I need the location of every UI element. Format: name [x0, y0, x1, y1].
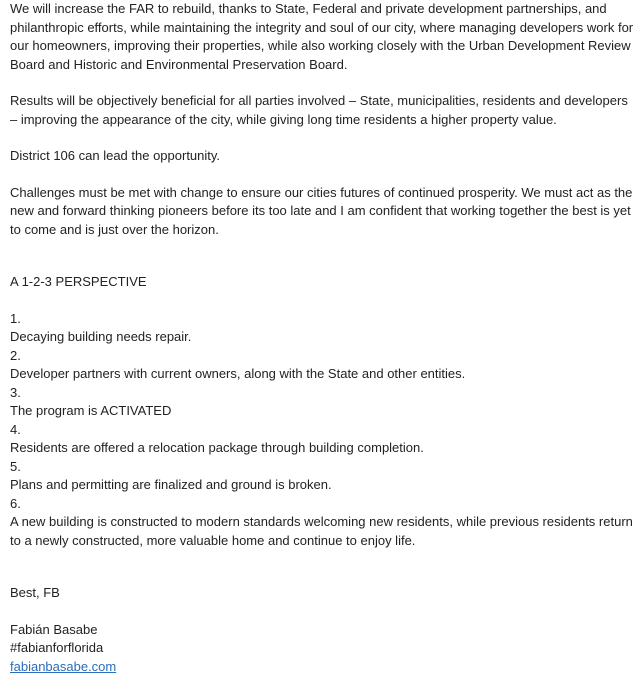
perspective-step-1: [10, 310, 636, 347]
paragraph-results: Results will be objectively beneficial for all parties involved – State, municipalities, residents and developers – improving the appearance of the city, while giving long time residents a higher property value.: [10, 93, 628, 127]
signature-hashtag: #fabianforflorida: [10, 640, 104, 655]
paragraph-far: We will increase the FAR to rebuild, thanks to State, Federal and private development partnerships, and philanthropic efforts, while maintaining the integrity and soul of our city, where managing developers work for our homeowners, improving their properties, while also working closely with the Urban Development Review Board and Historic and Environmental Preservation Board.: [10, 1, 634, 72]
step-text: The program is ACTIVATED: [10, 403, 172, 418]
step-text: Developer partners with current owners, along with the State and other entities.: [10, 366, 466, 381]
perspective-heading: A 1-2-3 PERSPECTIVE: [10, 274, 147, 289]
step-number: 5.: [10, 458, 21, 474]
perspective-step-6: [10, 495, 636, 551]
paragraph-challenges: Challenges must be met with change to ensure our cities futures of continued prosperity. We must act as the new and forward thinking pioneers before its too late and I am confident that working together the best is yet to come and is just over the horizon.: [10, 184, 633, 237]
paragraph-district: District 106 can lead the opportunity.: [10, 148, 221, 163]
step-text: Plans and permitting are finalized and ground is broken.: [10, 477, 332, 492]
step-number: 4.: [10, 421, 21, 437]
step-number: 6.: [10, 495, 21, 511]
perspective-step-5: [10, 458, 636, 495]
perspective-step-4: [10, 421, 636, 458]
website-link[interactable]: fabianbasabe.com: [10, 658, 117, 674]
step-text: A new building is constructed to modern standards welcoming new residents, while previous residents return to a newly constructed, more valuable home and continue to enjoy life.: [10, 514, 633, 548]
step-number: 1.: [10, 310, 21, 326]
signature-name: Fabián Basabe: [10, 621, 98, 637]
step-number: 3.: [10, 384, 21, 400]
email-body: [10, 0, 636, 676]
perspective-step-3: [10, 384, 636, 421]
step-number: 2.: [10, 347, 21, 363]
signature-block: [10, 584, 636, 676]
step-text: Decaying building needs repair.: [10, 329, 192, 344]
signature-closing: Best, FB: [10, 585, 60, 600]
step-text: Residents are offered a relocation package through building completion.: [10, 440, 424, 455]
perspective-step-2: [10, 347, 636, 384]
